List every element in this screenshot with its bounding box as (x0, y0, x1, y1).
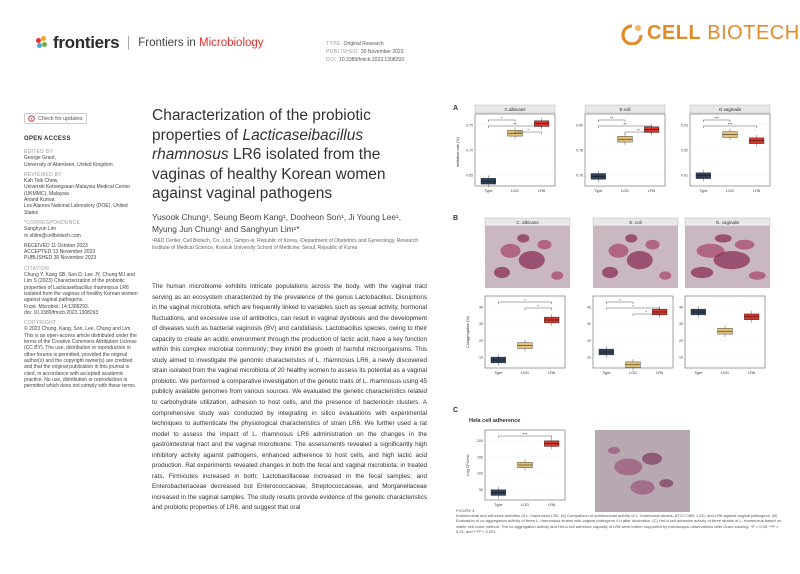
figure-4 (445, 90, 785, 550)
panel-c-chart (477, 430, 565, 507)
meta-value[interactable]: 10.3389/fmicb.2023.1308293 (339, 57, 404, 63)
y-tick-label: 40 (479, 305, 483, 310)
x-tick-label: LR6 (656, 371, 664, 375)
y-tick-label: 0.92 (681, 148, 688, 153)
significance-marker: * (618, 297, 621, 303)
journal-prefix: Frontiers in (138, 37, 196, 49)
sidebar-block-heading: COPYRIGHT (24, 320, 57, 327)
stained-cluster (501, 244, 521, 258)
x-tick-label: Type (694, 371, 703, 375)
significance-marker: ** (513, 121, 517, 127)
y-tick-label: 0.78 (576, 148, 583, 153)
affiliations: ¹R&D Center, Cell Biotech, Co., Ltd., Gimpo-si, Republic of Korea, ²Department of Obstetrics and Gynecology, Research Institute of Medical Science, Konkuk University School of Medicine, Seoul, Republic of Korea (152, 238, 419, 251)
x-tick-label: LR6 (748, 371, 756, 375)
panel-label: C (453, 407, 459, 414)
sidebar-block-heading: *CORRESPONDENCE (24, 219, 81, 226)
significance-marker: *** (522, 431, 528, 437)
hela-cell (614, 459, 642, 476)
y-tick-label: 30 (587, 322, 591, 327)
panel-label: A (453, 105, 459, 112)
sidebar-block (24, 172, 139, 216)
significance-marker: * (537, 303, 540, 309)
x-tick-label: Type (699, 189, 708, 193)
panel-b-chart (479, 296, 565, 375)
y-tick-label: 10 (479, 355, 483, 360)
y-tick-label: 200 (477, 439, 483, 443)
x-tick-label: LGG (510, 189, 520, 193)
panel-b-chart (679, 296, 765, 375)
y-tick-label: 0.75 (466, 123, 473, 128)
frontiers-logo-icon (36, 36, 48, 50)
x-tick-label: LR6 (753, 189, 761, 193)
y-tick-label: 20 (587, 338, 591, 343)
panel-b-chart (587, 296, 673, 375)
hela-micrograph (595, 430, 690, 512)
y-tick-label: 30 (679, 322, 683, 327)
stained-cluster (517, 234, 529, 242)
x-tick-label: LGG (520, 503, 530, 507)
facet-title: G.vaginalis (718, 107, 742, 112)
stained-cluster (551, 271, 563, 279)
check-updates-label: Check for updates (38, 115, 83, 122)
x-tick-label: Type (494, 371, 503, 375)
sidebar-block-heading: REVIEWED BY (24, 171, 63, 178)
panel-c-ylabel: Log CFU/mL (466, 454, 470, 476)
significance-marker: ** (636, 127, 640, 133)
stained-cluster (602, 267, 618, 278)
y-tick-label: 40 (679, 305, 683, 310)
stained-cluster (691, 267, 713, 278)
micrograph-title: C. albicans (516, 220, 539, 225)
check-updates-button[interactable] (24, 113, 87, 124)
sidebar-block-text: George Grant, University of Aberdeen, United Kingdom (24, 155, 113, 168)
stained-cluster (749, 271, 766, 279)
x-tick-label: LR6 (648, 189, 656, 193)
panel-a-chart (466, 105, 555, 193)
article-meta (326, 40, 404, 64)
y-tick-label: 30 (479, 322, 483, 327)
author-list: Yusook Chung¹, Seung Beom Kang¹, Dooheon Son¹, Ji Young Lee¹, Myung Jun Chung¹ and Sanghyun Lim¹* (152, 212, 402, 234)
significance-marker: * (645, 309, 648, 315)
y-tick-label: 10 (679, 355, 683, 360)
meta-value: Original Research (343, 41, 384, 47)
y-tick-label: 100 (477, 471, 483, 476)
significance-marker: * (527, 127, 530, 133)
hela-cell (642, 453, 662, 465)
meta-key: PUBLISHED (326, 49, 358, 55)
significance-marker: *** (727, 121, 733, 127)
article-title (152, 106, 432, 204)
sidebar-block (24, 149, 139, 168)
sidebar-block (24, 266, 139, 316)
hela-cell (659, 479, 673, 487)
panel-a-chart (576, 105, 665, 193)
refresh-icon (28, 115, 35, 122)
micrograph-title: G. vaginalis (715, 220, 740, 225)
x-tick-label: Type (494, 503, 503, 507)
hela-cell (608, 447, 620, 454)
x-tick-label: Type (594, 189, 603, 193)
open-access-label: OPEN ACCESS (24, 136, 71, 142)
x-tick-label: LR6 (538, 189, 546, 193)
x-tick-label: Type (602, 371, 611, 375)
panel-a-ylabel: Inhibition rate (%) (456, 137, 460, 167)
figure-caption: FIGURE 4 Antimicrobial and adhesive activities of L. rhamnosus LR6. (A) Comparison of antimicrobial activity of L. rhamnosus strains, ATCC7469, LGG, and LR6 against vaginal pathogens. (B) Evaluation of co-aggregation activity of three L. rhamnosus strains with vaginal pathogens 4 h after incubation. (C) HeLa cell-adhesive activity of three strains of L. rhamnosus based on viable cell count method. The co-aggregation activity and HeLa cell adhesive capacity of LR6 were further supported by microscopic observations after Gram staining. *P < 0.05, **P < 0.01, and ***P < 0.001. (456, 508, 782, 534)
stained-cluster (659, 271, 671, 279)
x-tick-label: LGG (520, 371, 530, 375)
meta-row (326, 48, 404, 56)
x-tick-label: Type (484, 189, 493, 193)
y-tick-label: 20 (479, 338, 483, 343)
panel-c-title: Hela cell adherence (469, 418, 521, 424)
publisher-name: frontiers (53, 33, 120, 52)
significance-marker: ** (623, 121, 627, 127)
significance-marker: *** (714, 115, 720, 121)
significance-marker: ** (610, 115, 614, 121)
panel-a-chart (681, 105, 770, 193)
y-tick-label: 0.76 (576, 173, 583, 178)
facet-title: E.coli (619, 107, 631, 112)
facet-title: C.albicans (504, 107, 526, 112)
sidebar-block-text: © 2023 Chung, Kang, Son, Lee, Chung and Lim. This is an open-access article distributed under the terms of the Creative Commons Attribution License (CC BY). The use, distribution or reproduction in other forums is permitted, provided the original author(s) and the copyright owner(s) are credited and that the original publication in this journal is cited, in accordance with accepted academic practice. No use, distribution or reproduction is permitted which does not comply with these terms. (24, 326, 137, 390)
x-tick-label: LR6 (548, 371, 556, 375)
x-tick-label: LR6 (548, 503, 556, 507)
significance-marker: * (632, 303, 634, 309)
y-tick-label: 0.91 (681, 173, 688, 178)
y-tick-label: 0.93 (681, 123, 688, 128)
sidebar-block-text: Kah Teik Chew, Universiti Kebangsaan Malaysia Medical Center (UKMMC), Malaysia Anand Kumar, Los Alamos National Laboratory (DOE), United States (24, 178, 131, 216)
sidebar-block-text: Chung Y, Kang SB, Son D, Lee JY, Chung MJ and Lim S (2023) Characterization of the probiotic properties of Lacticaseibacillus rhamnosus LR6 isolated from the vaginas of healthy Korean women against vaginal pathogens. Front. Microbiol. 14:1308293. doi: 10.3389/fmicb.2023.1308293 (24, 272, 138, 316)
panel-b-ylabel: Coaggregation (%) (466, 316, 470, 348)
sidebar-block-heading: EDITED BY (24, 149, 54, 155)
significance-marker: * (500, 115, 503, 121)
stained-cluster (715, 234, 732, 242)
significance-marker: * (524, 297, 526, 303)
y-tick-label: 50 (479, 488, 483, 492)
y-tick-label: 40 (587, 305, 591, 310)
title-part-2: LR6 isolated from the vaginas of healthy Korean women against vaginal pathogens (152, 146, 386, 202)
stained-cluster (625, 234, 637, 242)
brand-name-light: BIOTECH (701, 22, 800, 44)
y-tick-label: 0.65 (466, 173, 473, 178)
brand-name (647, 22, 800, 45)
meta-row (326, 56, 404, 64)
stained-cluster (494, 267, 510, 278)
x-tick-label: LGG (720, 371, 730, 375)
stained-cluster (609, 244, 629, 258)
stained-cluster (519, 251, 545, 269)
meta-key: TYPE (326, 41, 341, 47)
stained-cluster (646, 240, 660, 250)
panel-label: B (453, 215, 459, 222)
meta-key: DOI (326, 57, 337, 63)
stained-cluster (735, 240, 755, 250)
stained-cluster (627, 251, 653, 269)
journal-title: Microbiology (199, 37, 264, 49)
meta-row (326, 40, 404, 48)
stained-cluster (714, 251, 750, 269)
meta-value: 30 November 2023 (360, 49, 404, 55)
x-tick-label: LGG (725, 189, 735, 193)
micrograph-title: E. coli (629, 220, 642, 225)
y-tick-label: 0.80 (576, 123, 583, 128)
y-tick-label: 150 (477, 455, 483, 460)
y-tick-label: 20 (679, 338, 683, 343)
sidebar-block-text: RECEIVED 11 October 2023 ACCEPTED 13 November 2023 PUBLISHED 30 November 2023 (24, 242, 97, 262)
x-tick-label: LGG (620, 189, 630, 193)
sidebar-block (24, 220, 139, 239)
article-info-sidebar (24, 146, 139, 393)
logo-divider (128, 36, 129, 50)
hela-cell (631, 480, 655, 494)
frontiers-logo[interactable] (36, 33, 264, 53)
sidebar-block (24, 320, 139, 389)
x-tick-label: LGG (628, 371, 638, 375)
sidebar-block (24, 243, 139, 262)
abstract-text: The human microbiome exhibits intricate populations across the body, with the vaginal tract serving as an ecosystem characterized by the prevalence of the genus Lactobacillus. Disruptions in the vaginal microbiota, which are frequently linked to variables such as sexual activity, hormonal fluctuations, and excessive use of antibiotics, can result in vaginal dysbiosis and the development of diseases such as bacterial vaginosis (BV) and candidiasis. Lactobacillus species, owing to their capacity to create an acidic environment through the production of lactic acid, have a key function within this complex microbial community; they inhibit the growth of harmful microorganisms. This study aimed to investigate the genomic characteristics of L. rhamnosus LR6, a newly discovered strain isolated from the vaginal microbiota of 20 healthy women to assess its potential as a vaginal probiotic. We performed a comparative investigation of the genetic traits of L. rhamnosus using 45 publicly available genomes from various sources. We evaluated the genetic characteristics related to carbohydrate utilization, adhesion to host cells, and the presence of bacteriocin clusters. A comprehensive study was conducted by integrating in silico evaluations with experimental techniques to authenticate the physiological characteristics of strain LR6. We further used a rat model to assess the impact of L. rhamnosus LR6 administration on the changes in the gastrointestinal tract and the vaginal microbiome. The assessments revealed a significantly high inhibitory activity against pathogens, enhanced adherence to host cells, and high lactic acid production. Rat experiments revealed changes in both the fecal and vaginal microbiota; in treated rats, Firmicutes increased in both; Lactobacillaceae increased in the fecal samples; and Enterobacteriaceae decreased but Enterococcaceae, Streptococcaceae, and Morganellaceae increased in the vaginal samples. The study results provide evidence of the genetic characteristics and probiotic properties of LR6, and suggest that oral (152, 283, 427, 512)
y-tick-label: 0.70 (466, 148, 473, 153)
cell-biotech-icon (620, 23, 644, 45)
stained-cluster (538, 240, 552, 250)
brand-name-bold: CELL (647, 22, 702, 44)
title-part-1: Characterization of the probiotic properties of (152, 107, 371, 144)
title-species: Lacticaseibacillus rhamnosus (152, 126, 364, 163)
sidebar-block-heading: CITATION (24, 265, 49, 272)
cell-biotech-logo (620, 22, 800, 45)
y-tick-label: 10 (587, 355, 591, 360)
journal-name (138, 37, 263, 49)
sidebar-block-text: Sanghyun Lim ✉ shlim@cellbiotech.com (24, 226, 81, 239)
